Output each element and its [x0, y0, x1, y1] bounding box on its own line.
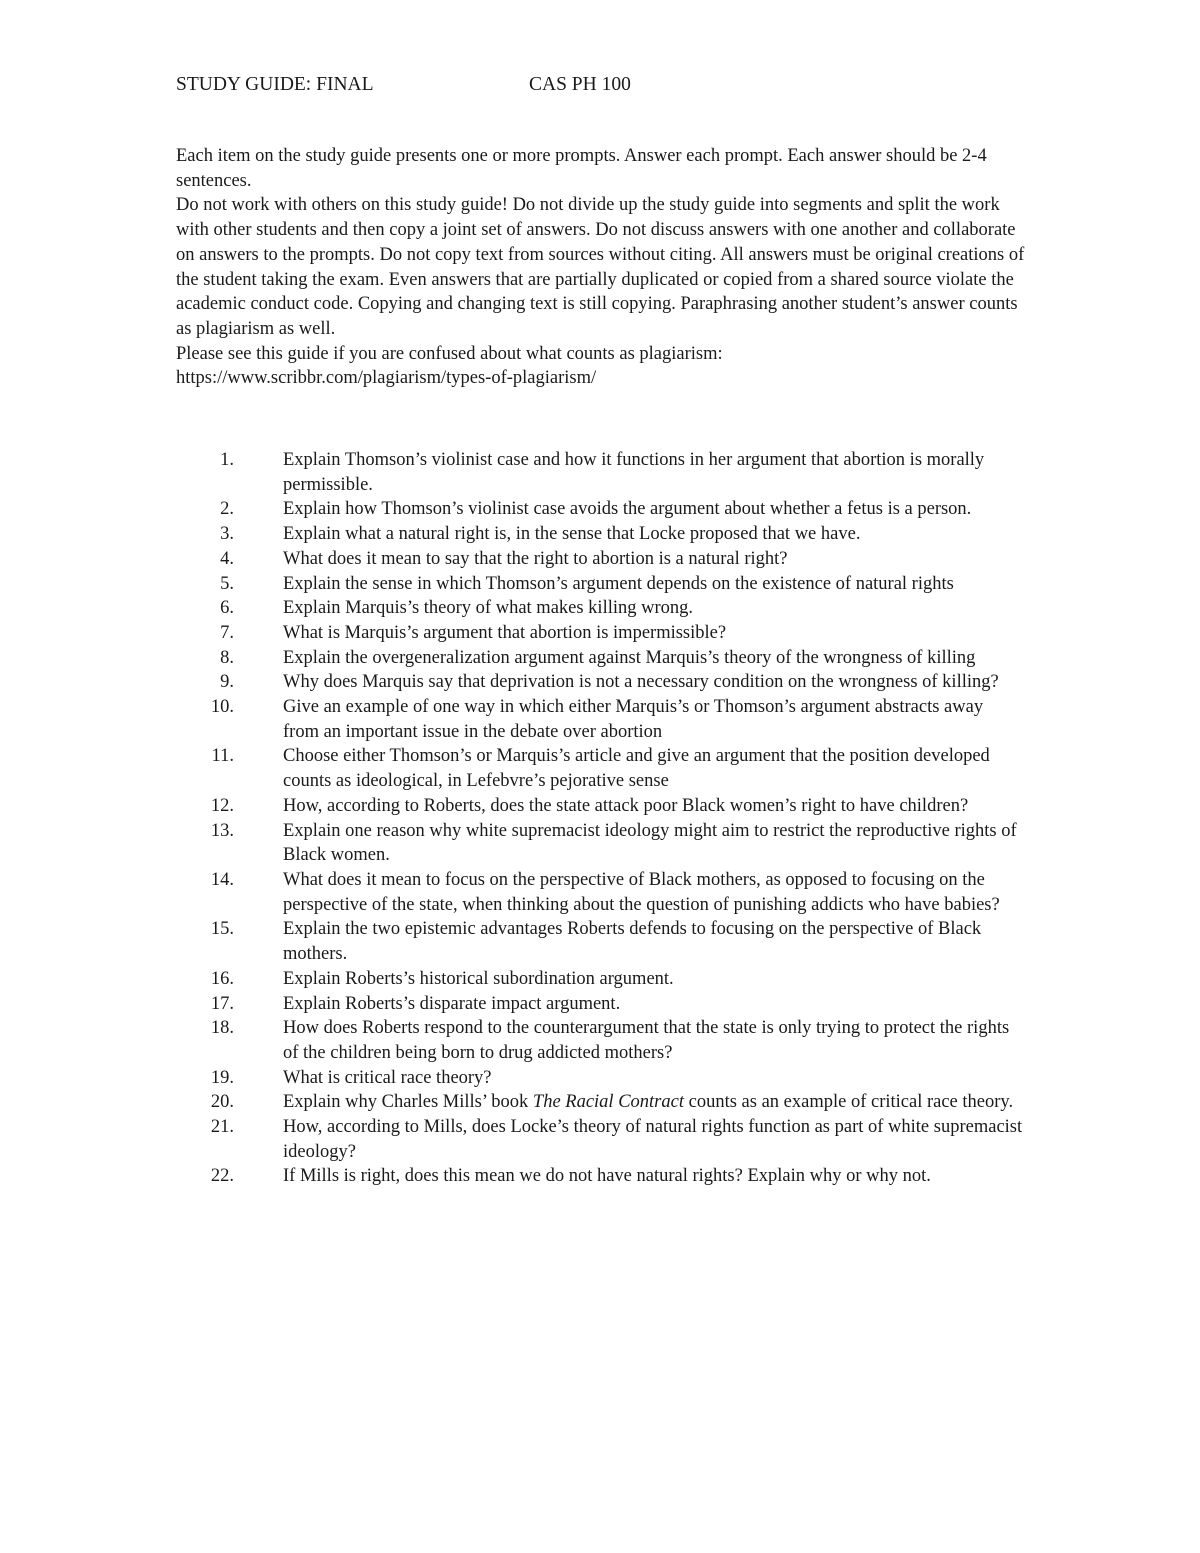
question-text: Explain one reason why white supremacist ideology might aim to restrict the reproductive rights of Black women.: [283, 820, 1017, 866]
question-item: [176, 547, 1023, 572]
question-item: [176, 522, 1023, 547]
question-item: [176, 1016, 1023, 1065]
question-number: 9.: [220, 672, 234, 693]
page-title: STUDY GUIDE: FINAL: [176, 74, 374, 95]
question-number: 20.: [210, 1092, 234, 1113]
question-text: Explain how Thomson’s violinist case avoids the argument about whether a fetus is a person.: [283, 499, 972, 520]
question-text: Explain Thomson’s violinist case and how it functions in her argument that abortion is morally permissible.: [283, 450, 985, 495]
question-text-part: Explain why Charles Mills’ book: [283, 1092, 533, 1113]
question-number: 13.: [210, 820, 234, 841]
document-header: [176, 70, 1036, 100]
question-item: [176, 572, 1023, 597]
question-text: Explain Roberts’s disparate impact argument.: [283, 993, 621, 1014]
question-text: How does Roberts respond to the counterargument that the state is only trying to protect the rights of the children being born to drug addicted mothers?: [283, 1018, 1010, 1063]
question-text: Why does Marquis say that deprivation is not a necessary condition on the wrongness of killing?: [283, 672, 999, 693]
question-number: 2.: [220, 499, 234, 520]
question-number: 19.: [210, 1067, 234, 1088]
question-number: 12.: [210, 795, 234, 816]
plagiarism-guide-text: Please see this guide if you are confused about what counts as plagiarism:: [176, 343, 723, 364]
question-number: 16.: [210, 968, 234, 989]
question-number: 3.: [220, 524, 234, 545]
question-item: [176, 967, 1023, 992]
question-item: [176, 1164, 1023, 1189]
question-text: If Mills is right, does this mean we do not have natural rights? Explain why or why not.: [283, 1166, 931, 1187]
question-text: Explain the overgeneralization argument against Marquis’s theory of the wrongness of killing: [283, 647, 976, 668]
instructions-text: Each item on the study guide presents one or more prompts. Answer each prompt. Each answer should be 2-4 sentences.: [176, 146, 987, 191]
question-text: Explain the two epistemic advantages Roberts defends to focusing on the perspective of Black mothers.: [283, 919, 982, 965]
question-text: What is Marquis’s argument that abortion is impermissible?: [283, 622, 727, 643]
question-text: Choose either Thomson’s or Marquis’s article and give an argument that the position developed counts as ideological, in Lefebvre’s pejorative sense: [283, 746, 990, 792]
question-list: [176, 448, 1036, 1189]
question-item: [176, 794, 1023, 819]
question-item: [176, 819, 1023, 868]
question-number: 15.: [210, 919, 234, 940]
question-number: 14.: [210, 869, 234, 890]
question-number: 5.: [220, 573, 234, 594]
question-number: 4.: [220, 548, 234, 569]
question-number: 11.: [211, 746, 234, 767]
question-number: 22.: [210, 1166, 234, 1187]
question-number: 8.: [220, 647, 234, 668]
question-number: 6.: [220, 598, 234, 619]
question-text: Explain Roberts’s historical subordination argument.: [283, 968, 674, 989]
instructions-block: [176, 144, 1026, 391]
question-item: [176, 621, 1023, 646]
question-text: Explain Marquis’s theory of what makes killing wrong.: [283, 598, 694, 619]
question-number: 21.: [210, 1117, 234, 1138]
question-text-part: counts as an example of critical race theory.: [683, 1092, 1014, 1113]
question-text: What does it mean to say that the right to abortion is a natural right?: [283, 548, 788, 569]
question-item: [176, 744, 1023, 793]
question-item: [176, 1066, 1023, 1091]
question-item: [176, 695, 1023, 744]
document-page: [176, 70, 1036, 1189]
question-item: [176, 448, 1023, 497]
question-text: What is critical race theory?: [283, 1067, 492, 1088]
question-text: Give an example of one way in which either Marquis’s or Thomson’s argument abstracts away from an important issue in the debate over abortion: [283, 697, 984, 742]
question-number: 1.: [220, 450, 234, 471]
question-number: 18.: [210, 1018, 234, 1039]
question-number: 17.: [210, 993, 234, 1014]
question-item: [176, 646, 1023, 671]
plagiarism-guide-url: https://www.scribbr.com/plagiarism/types-of-plagiarism/: [176, 368, 597, 389]
question-number: 10.: [210, 697, 234, 718]
course-code: CAS PH 100: [529, 74, 631, 95]
question-text: [283, 1090, 1023, 1115]
question-item: [176, 497, 1023, 522]
question-number: 7.: [220, 622, 234, 643]
question-item: [176, 1115, 1023, 1164]
book-title: The Racial Contract: [532, 1092, 684, 1113]
question-item: [176, 917, 1023, 966]
question-item: [176, 670, 1023, 695]
question-item: [176, 596, 1023, 621]
collaboration-policy: Do not work with others on this study guide! Do not divide up the study guide into segments and split the work with other students and then copy a joint set of answers. Do not discuss answers with one another and collaborate on answers to the prompts. Do not copy text from sources without citing. All answers must be original creations of the student taking the exam. Even answers that are partially duplicated or copied from a shared source violate the academic conduct code. Copying and changing text is still copying. Paraphrasing another student’s answer counts as plagiarism as well.: [176, 195, 1025, 339]
question-item: [176, 868, 1023, 917]
question-text: Explain the sense in which Thomson’s argument depends on the existence of natural rights: [283, 573, 954, 594]
question-text: How, according to Roberts, does the state attack poor Black women’s right to have children?: [283, 795, 969, 816]
question-item: [176, 992, 1023, 1017]
question-text: What does it mean to focus on the perspective of Black mothers, as opposed to focusing on the perspective of the state, when thinking about the question of punishing addicts who have babies?: [283, 869, 1000, 915]
question-text: How, according to Mills, does Locke’s theory of natural rights function as part of white supremacist ideology?: [283, 1117, 1023, 1162]
question-item: [176, 1090, 1023, 1115]
question-text: Explain what a natural right is, in the sense that Locke proposed that we have.: [283, 524, 861, 545]
